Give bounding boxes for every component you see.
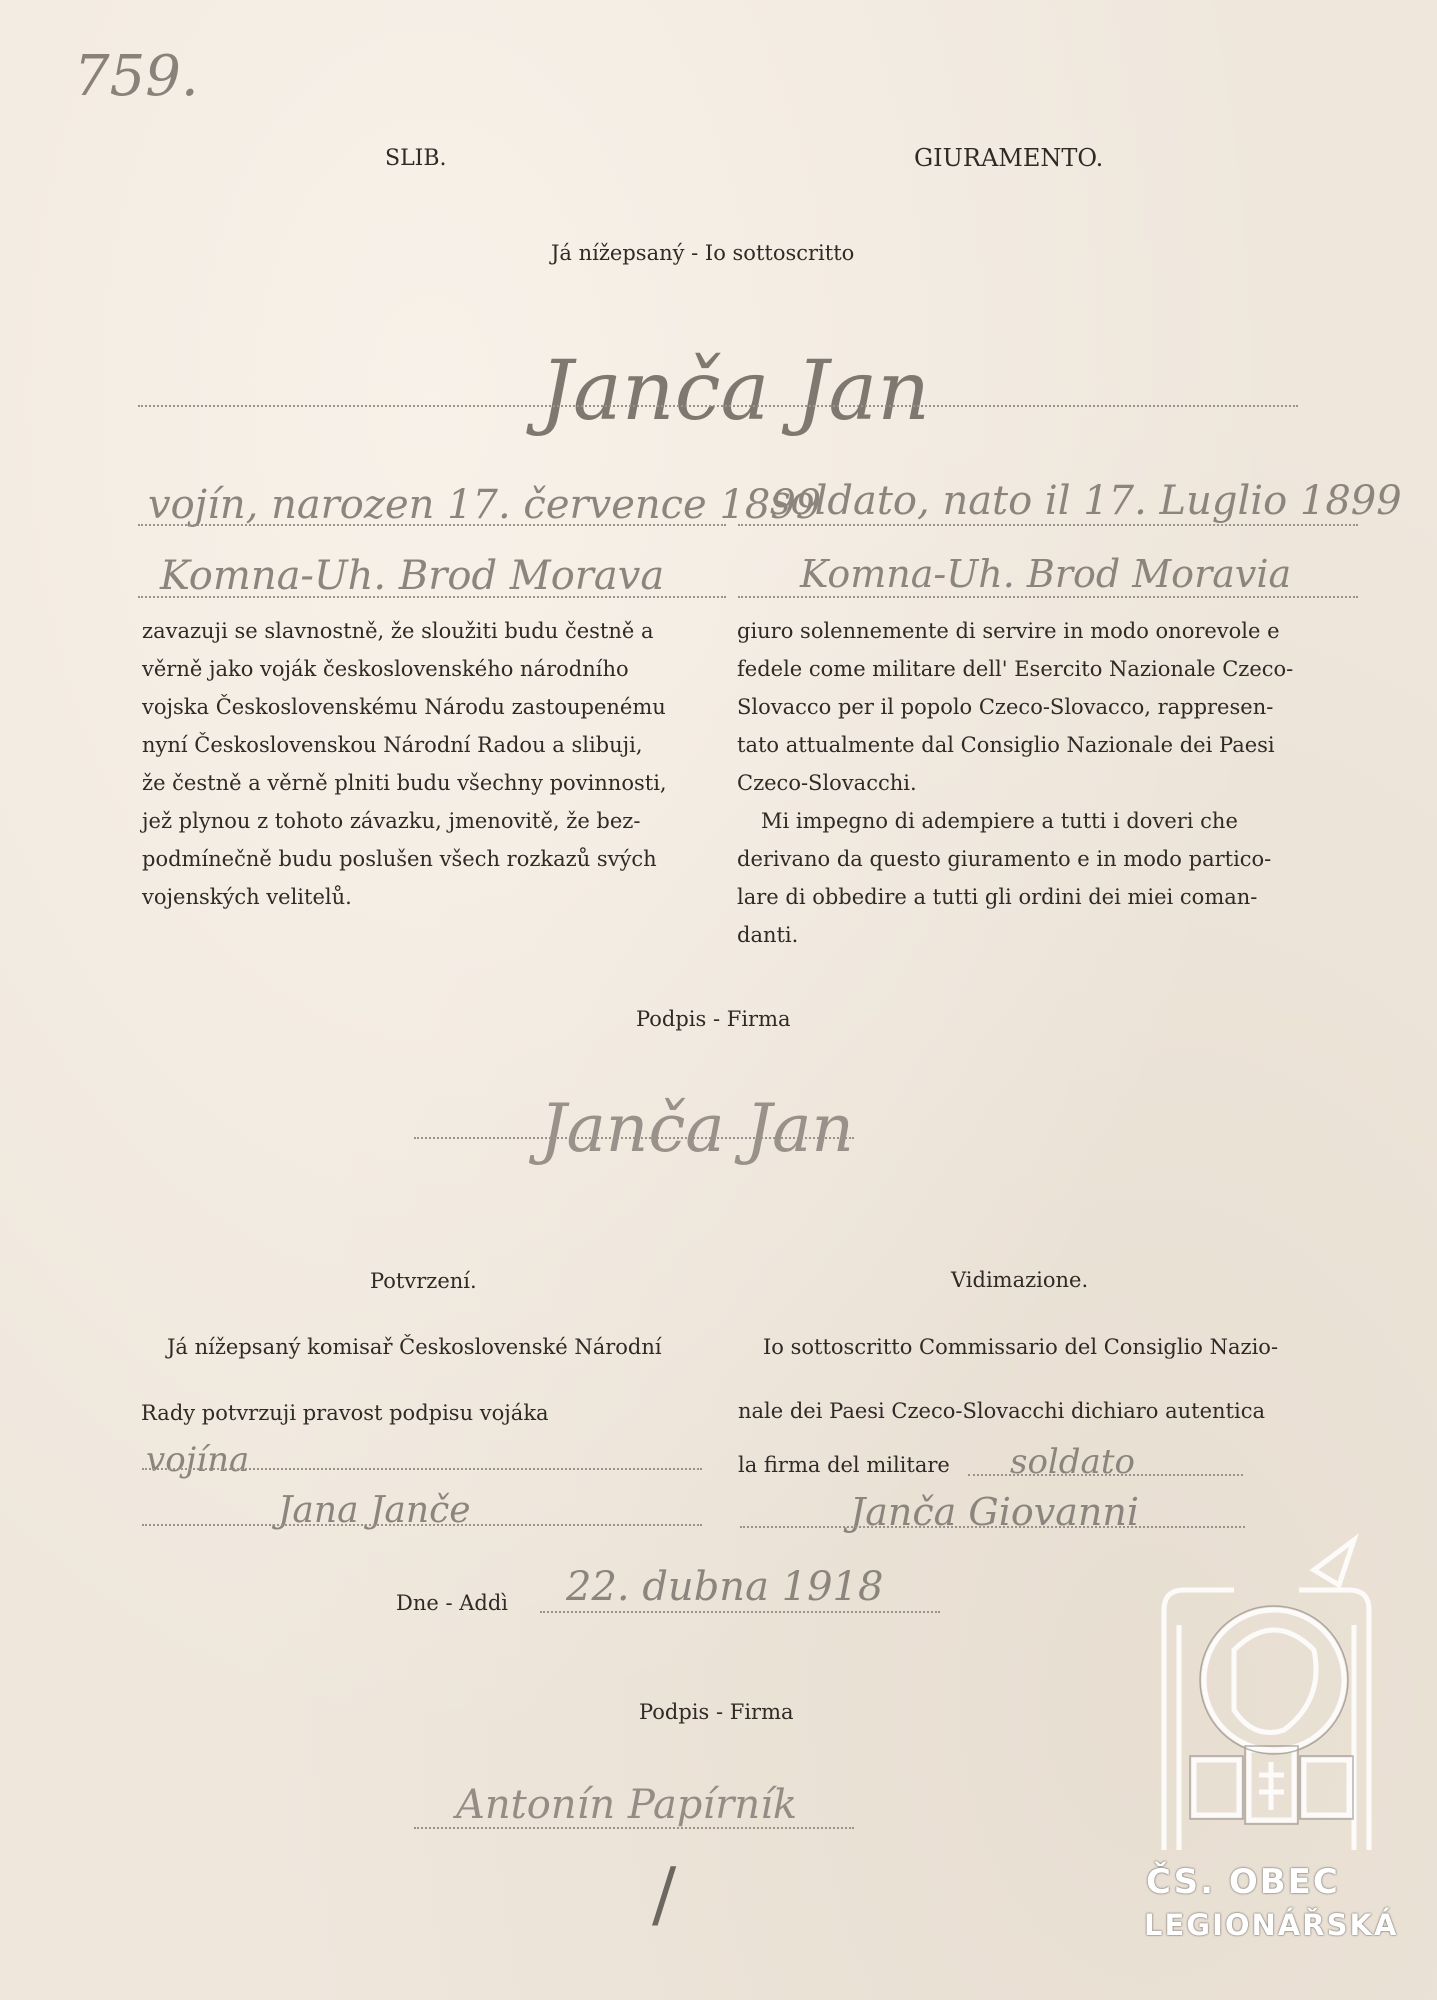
oath-cz: [142, 612, 704, 916]
archive-stamp: [1124, 1530, 1409, 1950]
confirmation-cz-underline1: [142, 1468, 702, 1470]
date-label: Dne - Addì: [396, 1591, 509, 1615]
oath-cz-line: vojska Československému Národu zastoupenému: [142, 695, 666, 719]
commissioner-signature: Antonín Papírník: [456, 1782, 798, 1828]
date-value: 22. dubna 1918: [566, 1564, 884, 1610]
title-cz: SLIB.: [385, 146, 447, 171]
pencil-mark: /: [652, 1852, 677, 1936]
archive-number: 759.: [74, 44, 199, 109]
confirmation-it-hand1: soldato: [1010, 1442, 1135, 1482]
confirmation-title-it: Vidimazione.: [951, 1268, 1089, 1292]
birth-it-underline1: [738, 524, 1358, 526]
oath-it-line: fedele come militare dell' Esercito Nazionale Czeco-: [737, 657, 1294, 681]
birth-it-line1: soldato, nato il 17. Luglio 1899: [770, 478, 1402, 524]
date-underline: [540, 1611, 940, 1613]
name-underline: [138, 405, 1298, 407]
oath-cz-line: nyní Československou Národní Radou a slibuji,: [142, 733, 643, 757]
oath-it-line: Mi impegno di adempiere a tutti i doveri che: [761, 809, 1238, 833]
oath-it-line: lare di obbedire a tutti gli ordini dei miei coman-: [737, 885, 1258, 909]
oath-cz-line: vojenských velitelů.: [142, 885, 352, 909]
oath-it-line: Slovacco per il popolo Czeco-Slovacco, rappresen-: [737, 695, 1274, 719]
birth-cz-line2: Komna-Uh. Brod Morava: [160, 553, 665, 599]
signature-label: Podpis - Firma: [636, 1007, 791, 1031]
oath-cz-line: jež plynou z tohoto závazku, jmenovitě, že bez-: [142, 809, 641, 833]
handwritten-name: Janča Jan: [540, 344, 931, 439]
confirmation-it-line2: nale dei Paesi Czeco-Slovacchi dichiaro autentica: [738, 1399, 1265, 1423]
confirmation-it-hand2: Janča Giovanni: [850, 1490, 1139, 1534]
confirmation-cz-underline2: [142, 1524, 702, 1526]
commissioner-underline: [414, 1827, 854, 1829]
confirmation-title-cz: Potvrzení.: [370, 1269, 477, 1293]
confirmation-cz-line1: Já nížepsaný komisař Československé Národní: [167, 1335, 662, 1359]
birth-it-underline2: [738, 596, 1358, 598]
title-it: GIURAMENTO.: [914, 144, 1104, 172]
confirmation-it-line1: Io sottoscritto Commissario del Consiglio Nazio-: [763, 1335, 1279, 1359]
signature-underline: [414, 1137, 854, 1139]
oath-it-line: danti.: [737, 923, 799, 947]
oath-cz-line: podmínečně budu poslušen všech rozkazů svých: [142, 847, 657, 871]
oath-it-line: derivano da questo giuramento e in modo partico-: [737, 847, 1272, 871]
birth-cz-underline1: [138, 524, 726, 526]
stamp-line1: ČS. OBEC: [1146, 1862, 1340, 1902]
oath-it: [737, 612, 1307, 954]
stamp-line2: LEGIONÁŘSKÁ: [1144, 1908, 1399, 1942]
confirmation-it-underline2: [740, 1526, 1245, 1528]
oath-it-line: giuro solennemente di servire in modo onorevole e: [737, 619, 1280, 643]
confirmation-it-underline1: [968, 1474, 1243, 1476]
commissioner-signature-label: Podpis - Firma: [639, 1700, 794, 1724]
confirmation-it-line3: la firma del militare: [738, 1453, 950, 1477]
soldier-signature: Janča Jan: [540, 1090, 854, 1167]
intro-line: Já nížepsaný - Io sottoscritto: [551, 241, 855, 265]
oath-it-line: Czeco-Slovacchi.: [737, 771, 917, 795]
birth-cz-underline2: [138, 596, 726, 598]
confirmation-cz-line2: Rady potvrzuji pravost podpisu vojáka: [141, 1401, 549, 1425]
oath-cz-line: že čestně a věrně plniti budu všechny povinnosti,: [142, 771, 667, 795]
oath-cz-line: zavazuji se slavnostně, že sloužiti budu čestně a: [142, 619, 654, 643]
oath-cz-line: věrně jako voják československého národního: [142, 657, 629, 681]
confirmation-cz-hand2: Jana Janče: [278, 1490, 471, 1531]
birth-cz-line1: vojín, narozen 17. července 1899: [148, 482, 822, 528]
legionary-emblem-icon: [1124, 1530, 1409, 1860]
birth-it-line2: Komna-Uh. Brod Moravia: [800, 552, 1292, 596]
oath-it-line: tato attualmente dal Consiglio Nazionale dei Paesi: [737, 733, 1275, 757]
confirmation-cz-hand1: vojína: [146, 1440, 250, 1480]
